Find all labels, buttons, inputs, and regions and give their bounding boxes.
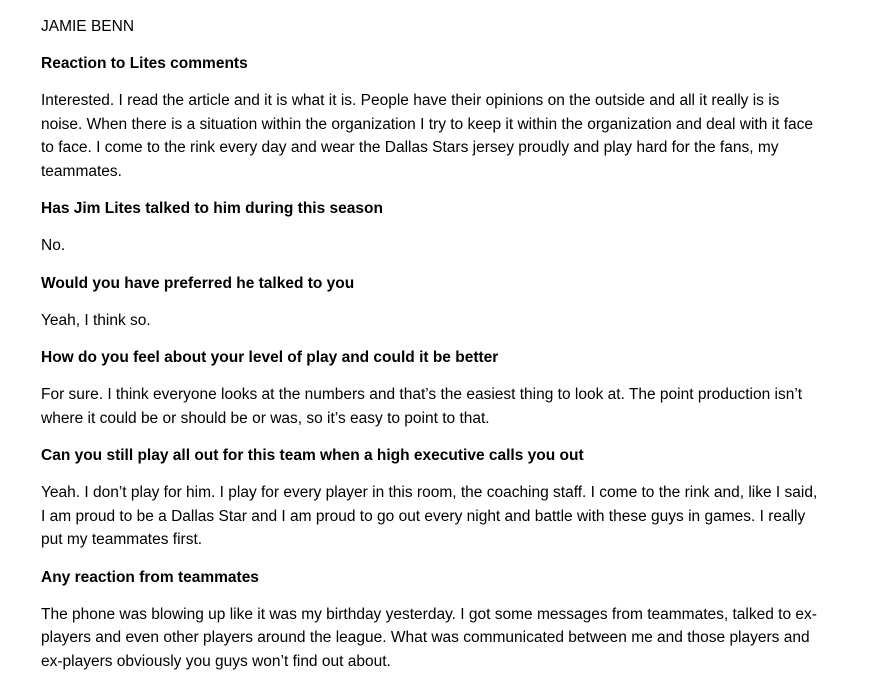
answer-paragraph: Yeah, I think so.: [41, 311, 151, 329]
answer-paragraph: The phone was blowing up like it was my birthday yesterday. I got some messages from teammates, talked to ex-players and even other players around the league. What was communicated between me and those players and ex-players obviously you guys won’t find out about.: [41, 605, 817, 670]
question-heading: Has Jim Lites talked to him during this season: [41, 200, 383, 217]
answer-paragraph: Interested. I read the article and it is what it is. People have their opinions on the outside and all it really is is noise. When there is a situation within the organization I try to keep it within the organization and deal with it face to face. I come to the rink every day and wear the Dallas Stars jersey proudly and play hard for the fans, my teammates.: [41, 92, 813, 180]
answer-paragraph: Yeah. I don’t play for him. I play for every player in this room, the coaching staff. I come to the rink and, like I said, I am proud to be a Dallas Star and I am proud to go out every night and battle with these guys in games. I really put my teammates first.: [41, 484, 818, 548]
question-heading: Any reaction from teammates: [41, 568, 259, 586]
question-heading: Can you still play all out for this team when a high executive calls you out: [41, 447, 584, 464]
question-heading: Reaction to Lites comments: [41, 55, 248, 72]
answer-paragraph: For sure. I think everyone looks at the numbers and that’s the easiest thing to look at. The point production isn’t where it could be or should be or was, so it’s easy to point to that.: [41, 386, 803, 427]
question-heading: Would you have preferred he talked to you: [41, 274, 355, 292]
question-heading: How do you feel about your level of play and could it be better: [41, 349, 499, 366]
answer-paragraph: No.: [41, 237, 66, 254]
document-page: [41, 15, 821, 687]
document-title: JAMIE BENN: [41, 18, 135, 35]
